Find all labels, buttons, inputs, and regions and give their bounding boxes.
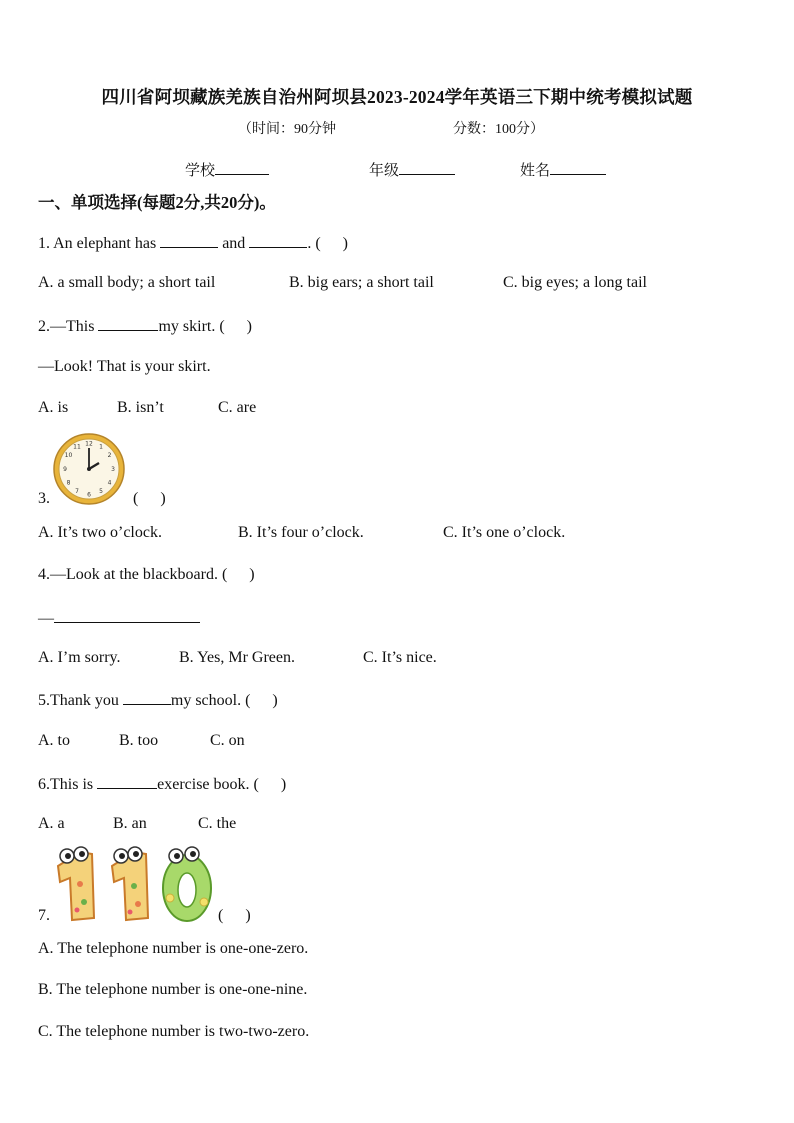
svg-text:9: 9: [63, 466, 67, 473]
school-field: [185, 159, 269, 180]
answer-blank[interactable]: [160, 233, 218, 248]
svg-text:12: 12: [85, 440, 93, 448]
q6-option-c: C. the: [198, 815, 237, 832]
q2-reply: —Look! That is your skirt.: [38, 358, 211, 375]
q6-option-b: B. an: [113, 815, 147, 832]
q4-option-a: A. I’m sorry.: [38, 649, 121, 666]
q7-option-b: B. The telephone number is one-one-nine.: [38, 981, 308, 998]
q3-number: 3.: [38, 490, 50, 507]
svg-text:2: 2: [107, 452, 112, 459]
q2-option-b: B. isn’t: [117, 399, 164, 416]
q7-number: 7.: [38, 907, 50, 924]
school-blank[interactable]: [215, 160, 269, 175]
answer-blank[interactable]: [249, 233, 307, 248]
question-1: 1. An elephant has and . ( ): [38, 235, 348, 252]
q4-reply: —: [38, 608, 200, 628]
name-label: 姓名: [520, 163, 551, 179]
name-field: [520, 159, 606, 180]
name-blank[interactable]: [550, 160, 606, 175]
answer-blank[interactable]: [97, 774, 157, 789]
question-4: 4.—Look at the blackboard. ( ): [38, 566, 255, 583]
svg-text:7: 7: [75, 488, 79, 495]
svg-text:11: 11: [73, 443, 81, 451]
svg-text:10: 10: [64, 452, 73, 459]
svg-text:5: 5: [99, 488, 103, 495]
svg-text:3: 3: [111, 466, 115, 473]
section-title: 一、单项选择(每题2分,共20分)。: [38, 193, 276, 212]
svg-text:8: 8: [66, 479, 71, 487]
question-5: 5.Thank you my school. ( ): [38, 692, 278, 709]
clock-icon: [52, 432, 126, 506]
question-2: 2.—This my skirt. ( ): [38, 318, 252, 335]
q2-option-c: C. are: [218, 399, 257, 416]
grade-field: [369, 159, 455, 180]
answer-blank[interactable]: [123, 690, 171, 705]
page-title: 四川省阿坝藏族羌族自治州阿坝县2023-2024学年英语三下期中统考模拟试题: [101, 87, 693, 107]
q7-option-c: C. The telephone number is two-two-zero.: [38, 1023, 310, 1040]
q3-option-a: A. It’s two o’clock.: [38, 524, 162, 541]
q5-option-a: A. to: [38, 732, 70, 749]
school-label: 学校: [185, 163, 216, 179]
svg-text:4: 4: [107, 479, 112, 487]
q1-option-a: A. a small body; a short tail: [38, 274, 216, 291]
time-info: （时间：90分钟: [238, 122, 336, 137]
question-7-paren: ( ): [218, 907, 251, 924]
q6-option-a: A. a: [38, 815, 65, 832]
q4-option-c: C. It’s nice.: [363, 649, 437, 666]
question-6: 6.This is exercise book. ( ): [38, 776, 287, 793]
svg-text:1: 1: [99, 443, 103, 451]
answer-blank[interactable]: [54, 608, 200, 623]
answer-blank[interactable]: [98, 316, 158, 331]
q3-option-c: C. It’s one o’clock.: [443, 524, 566, 541]
q2-option-a: A. is: [38, 399, 69, 416]
q3-option-b: B. It’s four o’clock.: [238, 524, 364, 541]
grade-blank[interactable]: [399, 160, 455, 175]
score-info: 分数：100分）: [453, 122, 544, 137]
question-3-paren: ( ): [133, 490, 166, 507]
q1-option-b: B. big ears; a short tail: [289, 274, 434, 291]
q5-option-b: B. too: [119, 732, 159, 749]
q4-option-b: B. Yes, Mr Green.: [179, 649, 295, 666]
svg-text:6: 6: [87, 491, 91, 499]
cartoon-numbers-110-icon: [50, 844, 215, 924]
q7-option-a: A. The telephone number is one-one-zero.: [38, 940, 309, 957]
q1-option-c: C. big eyes; a long tail: [503, 274, 647, 291]
q5-option-c: C. on: [210, 732, 245, 749]
grade-label: 年级: [369, 163, 400, 179]
